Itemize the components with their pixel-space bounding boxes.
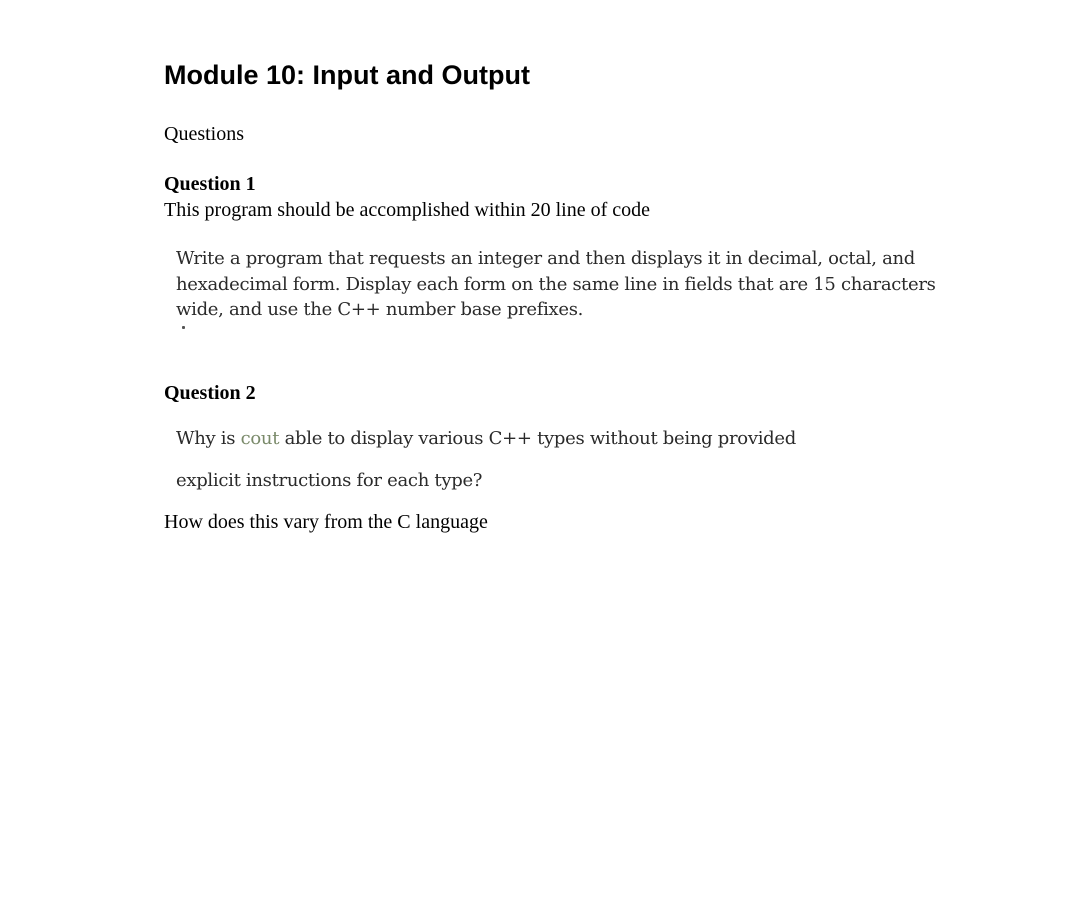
code-keyword-cout: cout [240, 428, 280, 449]
question-2-heading: Question 2 [164, 382, 256, 404]
section-label: Questions [164, 123, 244, 145]
question-2-note: How does this vary from the C language [164, 511, 488, 533]
excerpt-text: able to display various C++ types without being provided [279, 428, 796, 449]
excerpt-text: Why is [176, 428, 241, 449]
question-1-excerpt-line: Write a program that requests an integer and then displays it in decimal, octal, and [176, 248, 916, 269]
question-1-excerpt-line: hexadecimal form. Display each form on the same line in fields that are 15 characters [176, 273, 936, 295]
question-1-heading: Question 1 [164, 173, 256, 195]
question-2-excerpt-line [176, 418, 796, 460]
question-1-excerpt-image [176, 246, 936, 323]
question-1-note: This program should be accomplished within 20 line of code [164, 199, 651, 221]
question-1-excerpt-line: wide, and use the C++ number base prefixes. [176, 299, 584, 320]
page-title: Module 10: Input and Output [164, 60, 530, 90]
scan-artifact-mark [182, 326, 185, 329]
question-2-excerpt-image [176, 418, 796, 502]
question-2-excerpt-line: explicit instructions for each type? [176, 470, 483, 491]
